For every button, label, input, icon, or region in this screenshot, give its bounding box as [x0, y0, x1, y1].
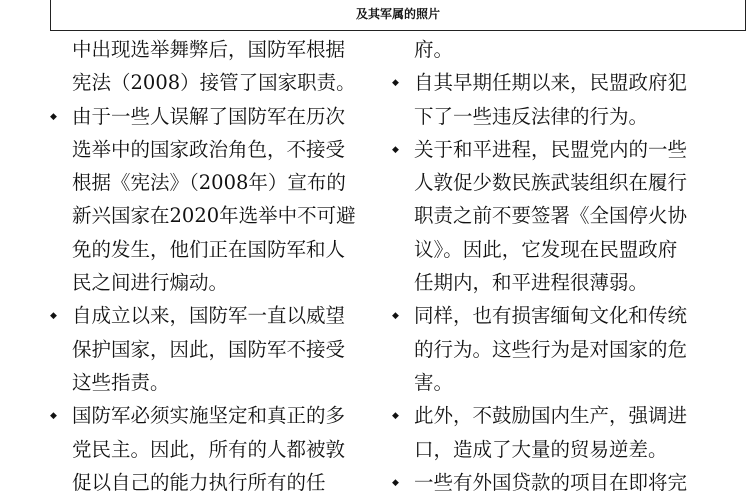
text-line	[42, 66, 380, 99]
text-line	[384, 433, 720, 466]
text-line	[42, 266, 380, 299]
line-text: 人敦促少数民族武装组织在履行	[414, 171, 688, 195]
line-text: 民之间进行煽动。	[72, 271, 229, 295]
line-text: 国防军必须实施坚定和真正的多	[72, 404, 346, 428]
text-line	[42, 133, 380, 166]
line-text: 府。	[414, 38, 454, 61]
text-line	[42, 399, 380, 432]
line-text: 促以自己的能力执行所有的任	[72, 470, 326, 494]
text-line	[384, 333, 720, 366]
text-line	[384, 199, 720, 232]
line-text: 中出现选举舞弊后，国防军根据	[72, 38, 346, 61]
bullet-diamond-icon: ◆	[392, 144, 399, 155]
text-line	[384, 299, 720, 332]
text-line	[42, 466, 380, 499]
text-line	[384, 466, 720, 499]
header-box	[50, 0, 746, 31]
line-text: 同样，也有损害缅甸文化和传统	[414, 304, 688, 328]
bullet-diamond-icon: ◆	[392, 477, 399, 488]
line-text: 由于一些人误解了国防军在历次	[72, 104, 346, 128]
line-text: 保护国家，因此，国防军不接受	[72, 337, 346, 361]
text-line	[384, 399, 720, 432]
text-line	[42, 433, 380, 466]
line-text: 下了一些违反法律的行为。	[414, 104, 649, 128]
bullet-diamond-icon: ◆	[50, 411, 57, 422]
header-title: 及其军属的照片	[355, 7, 440, 21]
line-text: 一些有外国贷款的项目在即将完	[414, 470, 688, 494]
text-line	[384, 133, 720, 166]
right-column	[384, 33, 720, 499]
line-text: 免的发生，他们正在国防军和人	[72, 237, 346, 261]
text-line	[42, 166, 380, 199]
text-line	[384, 266, 720, 299]
line-text: 议》。因此，它发现在民盟政府	[414, 237, 678, 261]
line-text: 此外，不鼓励国内生产，强调进	[414, 404, 688, 428]
line-text: 自其早期任期以来，民盟政府犯	[414, 71, 688, 95]
line-text: 新兴国家在2020年选举中不可避	[72, 204, 356, 228]
text-line	[42, 233, 380, 266]
text-line	[384, 66, 720, 99]
line-text: 职责之前不要签署《全国停火协	[414, 204, 688, 228]
text-line	[42, 199, 380, 232]
left-column	[42, 33, 380, 499]
text-line	[384, 100, 720, 133]
text-line	[42, 333, 380, 366]
line-text: 自成立以来，国防军一直以威望	[72, 304, 346, 328]
text-line	[384, 233, 720, 266]
line-text: 这些指责。	[72, 370, 170, 394]
line-text: 任期内，和平进程很薄弱。	[414, 271, 649, 295]
line-text: 关于和平进程，民盟党内的一些	[414, 137, 688, 161]
text-line	[42, 100, 380, 133]
text-line	[384, 166, 720, 199]
line-text: 口，造成了大量的贸易逆差。	[414, 437, 668, 461]
line-text: 选举中的国家政治角色，不接受	[72, 137, 346, 161]
bullet-diamond-icon: ◆	[50, 311, 57, 322]
line-text: 宪法（2008）接管了国家职责。	[72, 71, 356, 95]
text-line	[384, 33, 720, 66]
line-text: 害。	[414, 370, 454, 394]
bullet-diamond-icon: ◆	[392, 311, 399, 322]
line-text: 党民主。因此，所有的人都被敦	[72, 437, 346, 461]
text-line	[42, 366, 380, 399]
bullet-diamond-icon: ◆	[50, 111, 57, 122]
bullet-diamond-icon: ◆	[392, 78, 399, 89]
line-text: 的行为。这些行为是对国家的危	[414, 337, 688, 361]
line-text: 根据《宪法》（2008年）宣布的	[72, 171, 346, 195]
text-line	[42, 299, 380, 332]
text-line	[384, 366, 720, 399]
bullet-diamond-icon: ◆	[392, 411, 399, 422]
text-line	[42, 33, 380, 66]
